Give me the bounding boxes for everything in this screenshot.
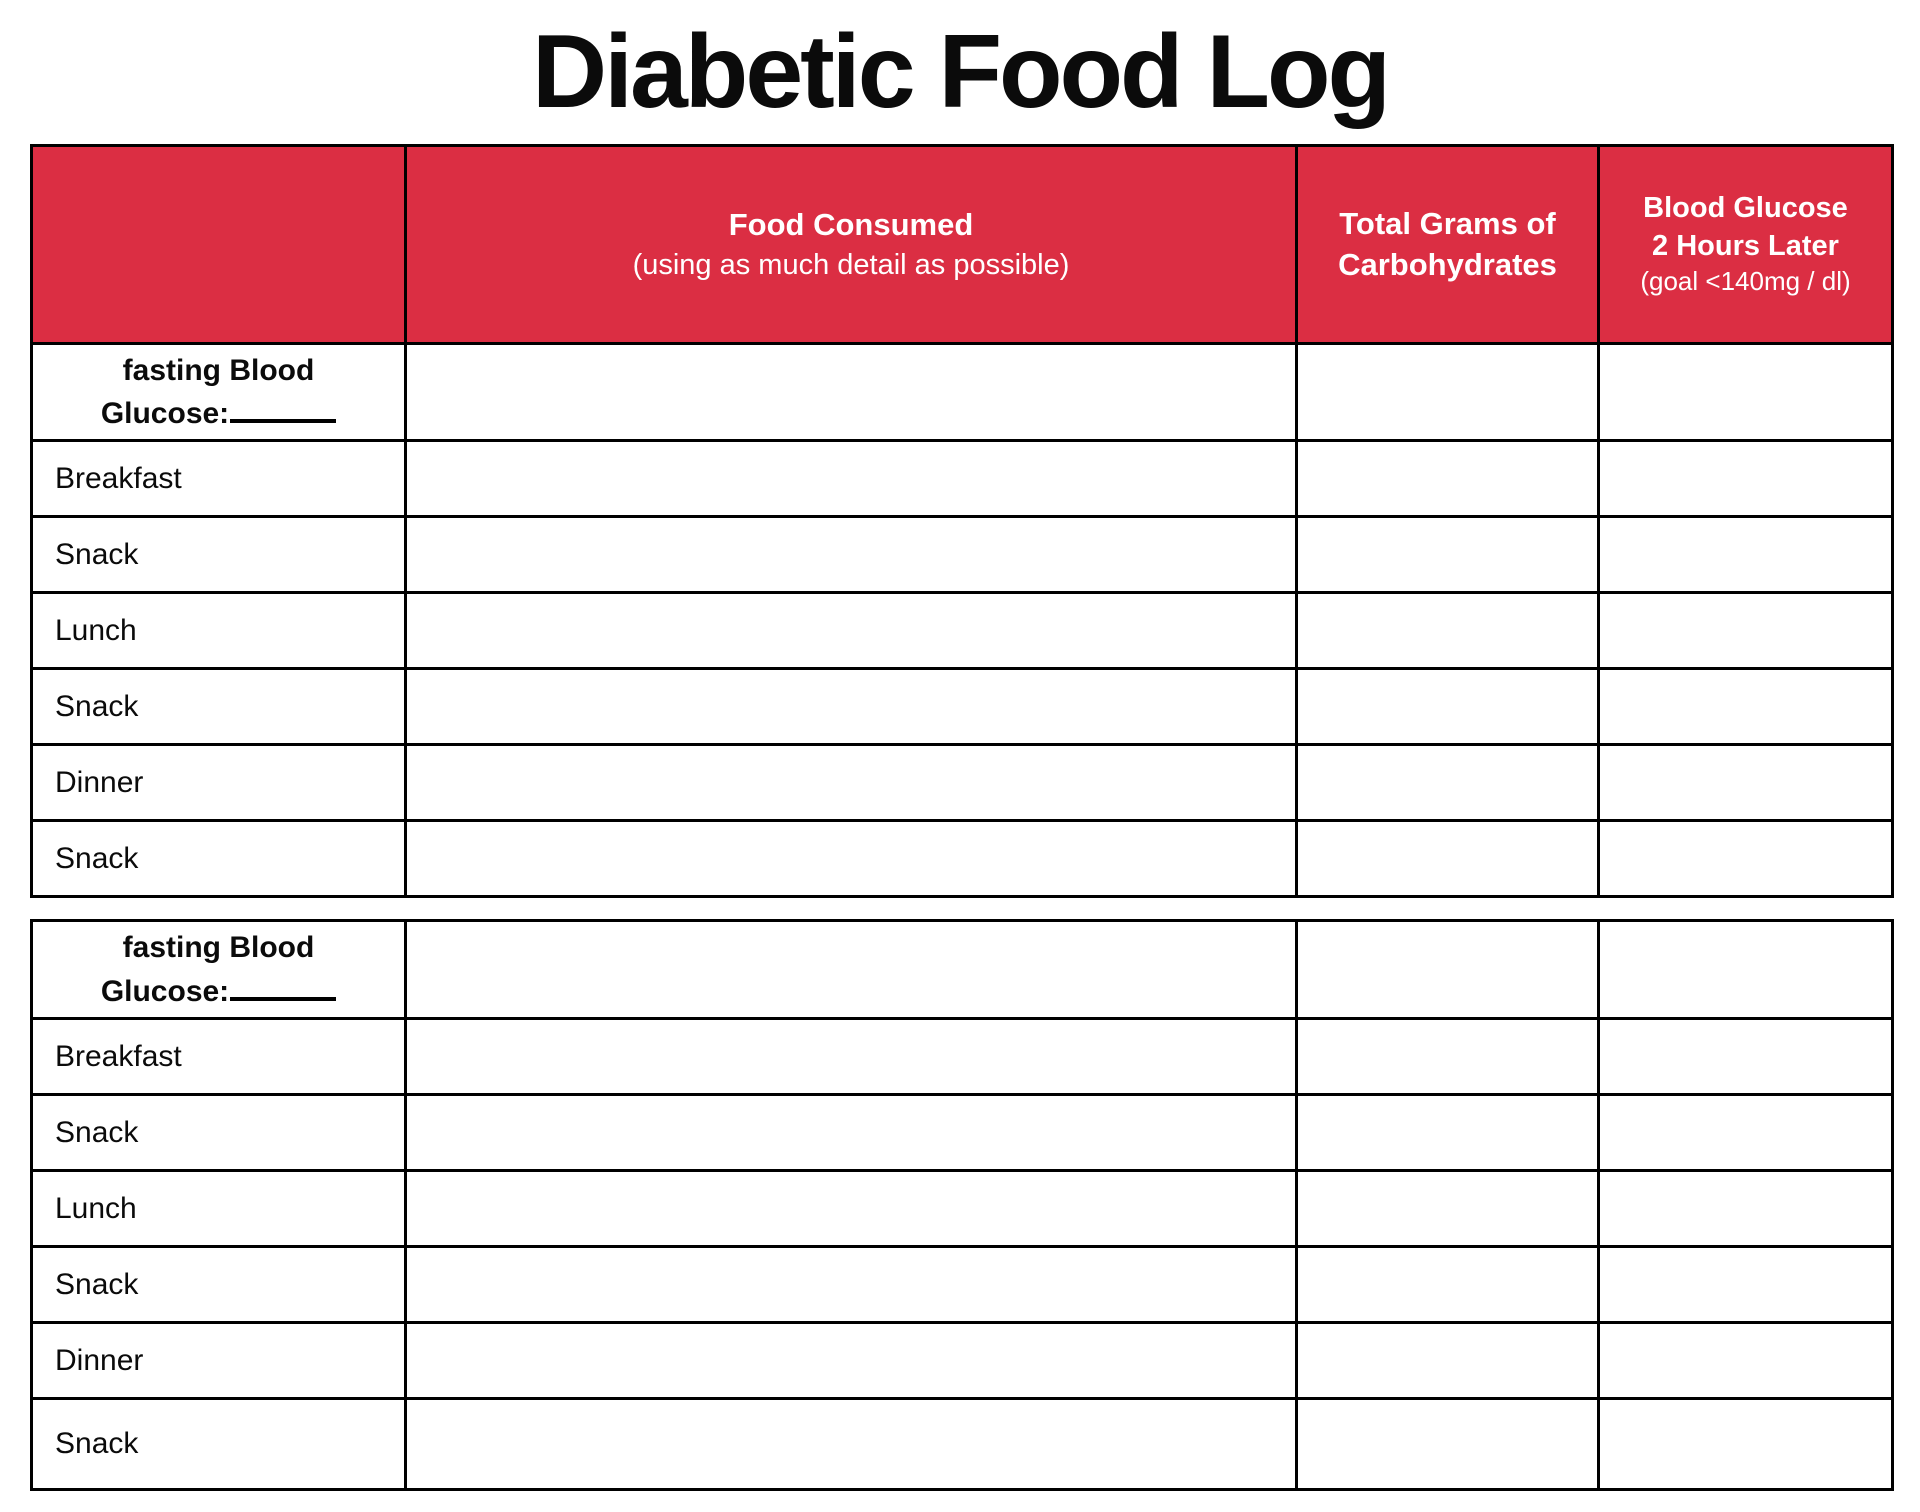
meal-row xyxy=(32,517,1893,593)
header-blood-glucose-line1: Blood Glucose xyxy=(1643,191,1848,224)
carbs-entry-cell[interactable] xyxy=(1297,1171,1599,1247)
meal-row xyxy=(32,1399,1893,1490)
fasting-glucose-blank-line[interactable] xyxy=(230,991,336,1001)
header-food-consumed-title: Food Consumed xyxy=(728,206,974,242)
glucose-entry-cell[interactable] xyxy=(1599,344,1893,441)
carbs-entry-cell[interactable] xyxy=(1297,344,1599,441)
glucose-entry-cell[interactable] xyxy=(1599,1095,1893,1171)
header-food-consumed-subtitle: (using as much detail as possible) xyxy=(632,248,1070,281)
meal-label: Snack xyxy=(32,821,406,897)
fasting-row-day-1 xyxy=(32,344,1893,441)
meal-row xyxy=(32,1247,1893,1323)
meal-row xyxy=(32,1323,1893,1399)
food-entry-cell[interactable] xyxy=(406,1399,1297,1490)
food-entry-cell[interactable] xyxy=(406,1019,1297,1095)
header-food-consumed xyxy=(406,146,1297,344)
carbs-entry-cell[interactable] xyxy=(1297,1019,1599,1095)
meal-label: Breakfast xyxy=(32,1019,406,1095)
meal-row xyxy=(32,1171,1893,1247)
fasting-row-day-2 xyxy=(32,921,1893,1019)
glucose-entry-cell[interactable] xyxy=(1599,1247,1893,1323)
table-header-row xyxy=(32,146,1893,344)
food-entry-cell[interactable] xyxy=(406,1323,1297,1399)
header-blood-glucose xyxy=(1599,146,1893,344)
header-total-carbs-line1: Total Grams of xyxy=(1339,205,1556,241)
fasting-label-line2: Glucose: xyxy=(33,970,404,1014)
food-log-table-day-2 xyxy=(30,919,1894,1491)
meal-label: Snack xyxy=(32,1247,406,1323)
glucose-entry-cell[interactable] xyxy=(1599,821,1893,897)
food-log-table-day-1 xyxy=(30,144,1894,898)
meal-label: Snack xyxy=(32,1095,406,1171)
food-entry-cell[interactable] xyxy=(406,821,1297,897)
meal-row xyxy=(32,821,1893,897)
food-entry-cell[interactable] xyxy=(406,921,1297,1019)
fasting-glucose-blank-line[interactable] xyxy=(230,413,336,423)
carbs-entry-cell[interactable] xyxy=(1297,821,1599,897)
glucose-entry-cell[interactable] xyxy=(1599,1399,1893,1490)
glucose-entry-cell[interactable] xyxy=(1599,669,1893,745)
meal-label: Snack xyxy=(32,1399,406,1490)
meal-row xyxy=(32,441,1893,517)
food-entry-cell[interactable] xyxy=(406,1247,1297,1323)
food-entry-cell[interactable] xyxy=(406,441,1297,517)
carbs-entry-cell[interactable] xyxy=(1297,745,1599,821)
glucose-entry-cell[interactable] xyxy=(1599,745,1893,821)
meal-label: Dinner xyxy=(32,1323,406,1399)
food-entry-cell[interactable] xyxy=(406,517,1297,593)
carbs-entry-cell[interactable] xyxy=(1297,669,1599,745)
food-entry-cell[interactable] xyxy=(406,344,1297,441)
carbs-entry-cell[interactable] xyxy=(1297,1247,1599,1323)
glucose-entry-cell[interactable] xyxy=(1599,1019,1893,1095)
food-entry-cell[interactable] xyxy=(406,593,1297,669)
meal-row xyxy=(32,669,1893,745)
header-blood-glucose-line2: 2 Hours Later xyxy=(1652,229,1839,262)
carbs-entry-cell[interactable] xyxy=(1297,441,1599,517)
carbs-entry-cell[interactable] xyxy=(1297,1399,1599,1490)
glucose-entry-cell[interactable] xyxy=(1599,517,1893,593)
page-title: Diabetic Food Log xyxy=(531,14,1389,130)
glucose-entry-cell[interactable] xyxy=(1599,593,1893,669)
meal-row xyxy=(32,1095,1893,1171)
meal-label: Lunch xyxy=(32,1171,406,1247)
glucose-entry-cell[interactable] xyxy=(1599,921,1893,1019)
header-total-carbs-line2: Carbohydrates xyxy=(1338,246,1557,282)
glucose-entry-cell[interactable] xyxy=(1599,1171,1893,1247)
meal-row xyxy=(32,593,1893,669)
meal-label: Breakfast xyxy=(32,441,406,517)
food-entry-cell[interactable] xyxy=(406,1095,1297,1171)
carbs-entry-cell[interactable] xyxy=(1297,921,1599,1019)
meal-label: Snack xyxy=(32,517,406,593)
fasting-blood-glucose-label xyxy=(32,344,406,441)
fasting-label-line1: fasting Blood xyxy=(122,931,315,965)
header-meal-column xyxy=(32,146,406,344)
fasting-label-line1: fasting Blood xyxy=(122,353,315,387)
meal-row xyxy=(32,1019,1893,1095)
fasting-label-line2: Glucose: xyxy=(33,392,404,436)
meal-label: Lunch xyxy=(32,593,406,669)
carbs-entry-cell[interactable] xyxy=(1297,593,1599,669)
fasting-blood-glucose-label xyxy=(32,921,406,1019)
header-total-carbs xyxy=(1297,146,1599,344)
glucose-entry-cell[interactable] xyxy=(1599,441,1893,517)
glucose-entry-cell[interactable] xyxy=(1599,1323,1893,1399)
meal-row xyxy=(32,745,1893,821)
carbs-entry-cell[interactable] xyxy=(1297,1095,1599,1171)
food-entry-cell[interactable] xyxy=(406,669,1297,745)
food-entry-cell[interactable] xyxy=(406,1171,1297,1247)
meal-label: Dinner xyxy=(32,745,406,821)
carbs-entry-cell[interactable] xyxy=(1297,1323,1599,1399)
meal-label: Snack xyxy=(32,669,406,745)
carbs-entry-cell[interactable] xyxy=(1297,517,1599,593)
header-blood-glucose-subtitle: (goal <140mg / dl) xyxy=(1640,266,1851,297)
food-entry-cell[interactable] xyxy=(406,745,1297,821)
